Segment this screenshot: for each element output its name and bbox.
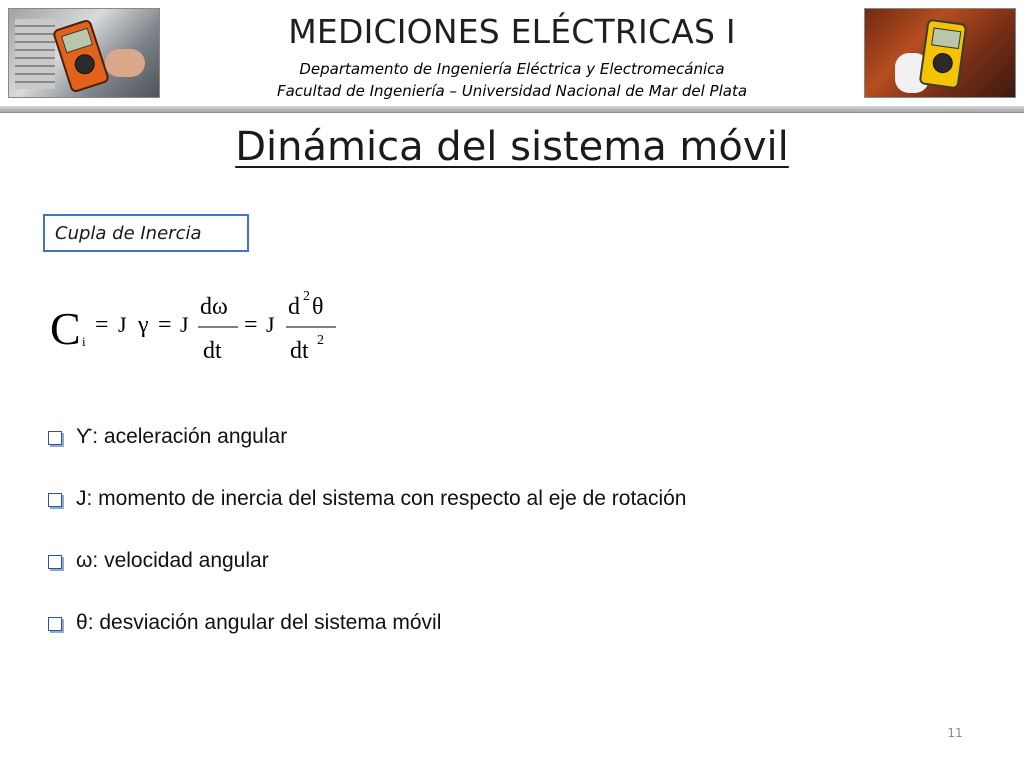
formula-svg [40, 282, 380, 372]
formula-equals-2: = [158, 312, 172, 338]
definition-symbol: θ [76, 611, 88, 634]
section-label-box: Cupla de Inercia [43, 214, 249, 252]
slide-title [0, 124, 1024, 170]
course-title: MEDICIONES ELÉCTRICAS I [288, 12, 736, 51]
checkbox-bullet-icon [48, 493, 62, 507]
definition-omega [48, 549, 687, 611]
definition-text: : momento de inercia del sistema con respecto al eje de rotación [86, 487, 687, 510]
formula-j-3: J [266, 312, 275, 337]
electrical-panel-graphic [15, 19, 55, 89]
inertia-torque-formula [40, 282, 380, 372]
checkbox-bullet-icon [48, 431, 62, 445]
definition-j [48, 487, 687, 549]
multimeter-icon [52, 18, 110, 93]
multimeter-icon [919, 19, 968, 90]
definition-text: : desviación angular del sistema móvil [87, 611, 442, 634]
definitions-list [48, 425, 687, 673]
fraction-2-denominator: dt [290, 338, 309, 364]
meter-dial [931, 52, 954, 75]
department-line: Departamento de Ingeniería Eléctrica y Electromecánica [299, 60, 725, 78]
checkbox-bullet-icon [48, 617, 62, 631]
definition-symbol: ω [76, 549, 93, 572]
faculty-line: Facultad de Ingeniería – Universidad Nacional de Mar del Plata [276, 82, 748, 100]
formula-gamma: γ [138, 312, 149, 338]
formula-j-1: J [118, 312, 127, 337]
clamp-meter-photo [864, 8, 1016, 98]
fraction-2-numerator-theta: θ [312, 294, 324, 320]
definition-text: : velocidad angular [92, 549, 269, 572]
checkbox-bullet-icon [48, 555, 62, 569]
fraction-1-denominator: dt [203, 338, 222, 364]
header-divider [0, 106, 1024, 113]
formula-lhs: C [50, 303, 81, 354]
meter-dial [72, 52, 97, 77]
definition-symbol: J [76, 487, 87, 510]
fraction-2-numerator-d: d [288, 294, 300, 320]
definition-gamma [48, 425, 687, 487]
formula-equals-1: = [95, 312, 109, 338]
formula-equals-3: = [244, 312, 258, 338]
definition-text: : aceleración angular [92, 425, 288, 448]
fraction-2-denominator-exponent: 2 [317, 333, 324, 348]
formula-j-2: J [180, 312, 189, 337]
definition-theta [48, 611, 687, 673]
meter-screen [61, 28, 93, 54]
multimeter-photo [8, 8, 160, 98]
hand-graphic [105, 49, 145, 77]
meter-screen [931, 27, 961, 49]
formula-lhs-subscript: i [82, 334, 86, 349]
fraction-1-numerator: dω [200, 294, 228, 320]
definition-symbol: ϒ [76, 425, 93, 448]
page-number: 11 [947, 726, 963, 740]
fraction-2-numerator-exponent: 2 [303, 289, 310, 304]
slide-title-text: Dinámica del sistema móvil [235, 124, 789, 170]
